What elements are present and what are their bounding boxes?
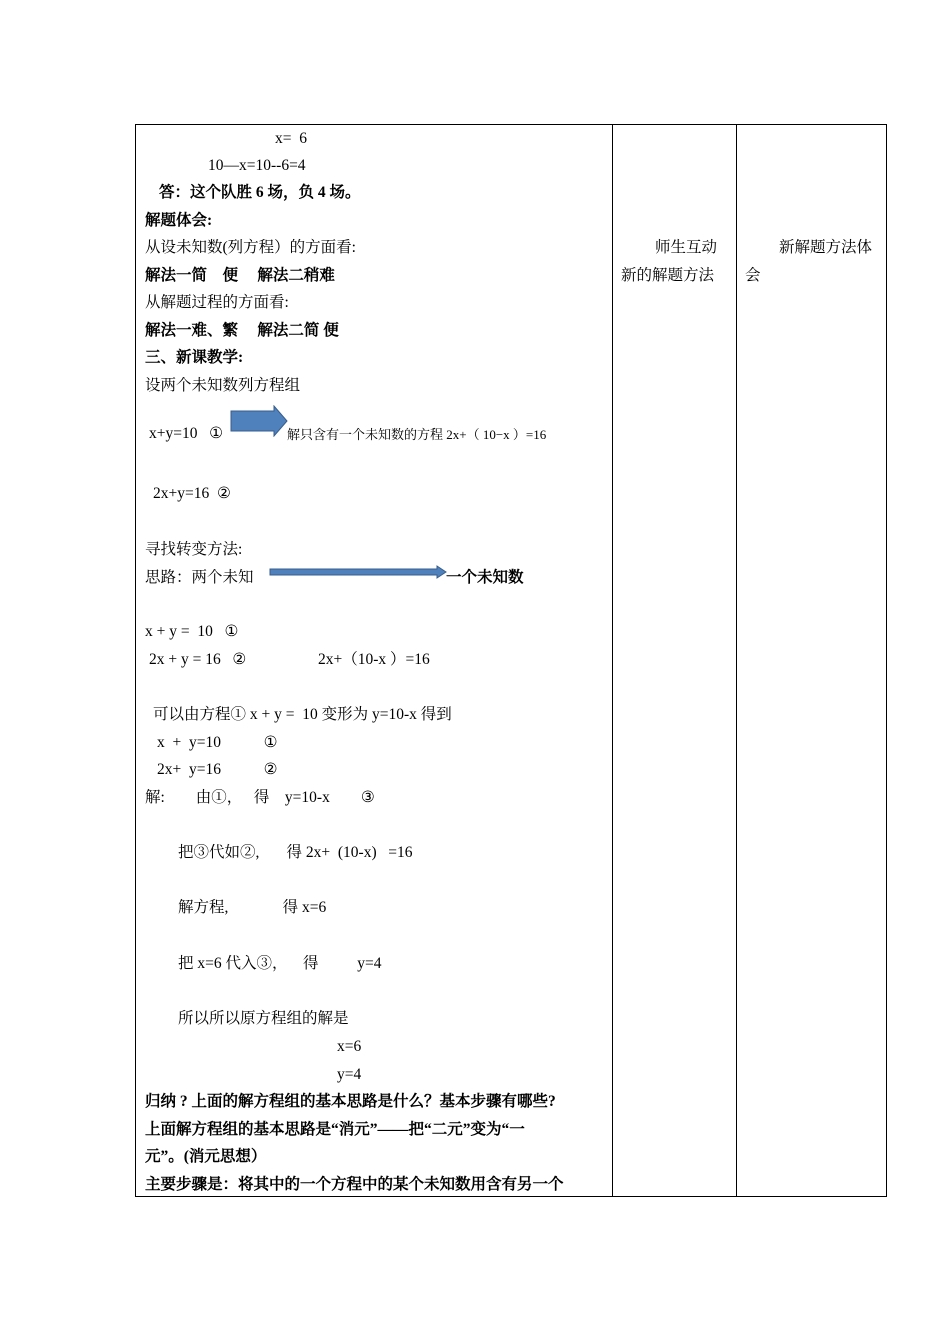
- solution-step-2: 把③代如②, 得 2x+ (10-x) =16: [178, 844, 413, 861]
- line-answer: 答：这个队胜 6 场，负 4 场。: [159, 184, 361, 201]
- system-eq-2: 2x+ y=16 ②: [157, 761, 278, 778]
- line-x-equals-6: x= 6: [275, 130, 307, 147]
- col3-line1: 新解题方法体: [779, 239, 873, 256]
- col3-line2: 会: [745, 267, 761, 284]
- block-arrow-icon: [230, 405, 288, 437]
- equation-2: 2x+y=16 ②: [153, 485, 231, 502]
- summary-idea-1: 上面解方程组的基本思路是“消元”——把“二元”变为“一: [145, 1121, 525, 1138]
- equation-1-repeat: x + y = 10 ①: [145, 623, 239, 640]
- equation-2-repeat: 2x + y = 16 ②: [149, 651, 247, 668]
- line-from-unknowns: 从设未知数(列方程）的方面看:: [145, 239, 356, 256]
- solution-step-4: 把 x=6 代入③， 得 y=4: [178, 955, 382, 972]
- column-divider-2: [736, 125, 737, 1196]
- heading-solution-reflection: 解题体会:: [145, 212, 213, 229]
- line-set-two-unknowns: 设两个未知数列方程组: [145, 377, 301, 394]
- summary-idea-2: 元”。(消元思想）: [145, 1148, 267, 1165]
- solution-step-3: 解方程, 得 x=6: [178, 899, 327, 916]
- line-method-compare-2: 解法一难、繁 解法二简 便: [145, 322, 339, 339]
- solution-y: y=4: [337, 1066, 362, 1083]
- line-find-method: 寻找转变方法:: [145, 541, 243, 558]
- line-transform: 可以由方程① x + y = 10 变形为 y=10-x 得到: [153, 706, 452, 723]
- column-divider-1: [612, 125, 613, 1196]
- long-arrow-icon: [269, 565, 447, 579]
- col2-line2: 新的解题方法: [621, 267, 715, 284]
- line-method-compare-1: 解法一简 便 解法二稍难: [145, 267, 335, 284]
- heading-new-lesson: 三、新课教学:: [145, 349, 244, 366]
- system-eq-1: x + y=10 ①: [157, 734, 278, 751]
- solution-x: x=6: [337, 1038, 362, 1055]
- summary-steps: 主要步骤是：将其中的一个方程中的某个未知数用含有另一个: [145, 1176, 564, 1193]
- lesson-table: [135, 124, 887, 1197]
- line-from-process: 从解题过程的方面看:: [145, 294, 289, 311]
- equation-1: x+y=10 ①: [149, 425, 224, 442]
- teaching-content-column: [136, 125, 612, 1196]
- col2-line1: 师生互动: [655, 239, 718, 256]
- solution-conclusion: 所以所以原方程组的解是: [178, 1010, 349, 1027]
- substituted-equation: 2x+（10-x ）=16: [318, 651, 430, 668]
- line-loss-calc: 10—x=10--6=4: [208, 157, 306, 174]
- line-idea-two-unknowns: 思路：两个未知: [145, 569, 254, 586]
- summary-question: 归纳 ? 上面的解方程组的基本思路是什么？基本步骤有哪些?: [145, 1093, 556, 1110]
- line-one-unknown: 一个未知数: [446, 569, 524, 586]
- solution-step-1: 解: 由①， 得 y=10-x ③: [145, 789, 375, 806]
- line-single-unknown-eq: 解只含有一个未知数的方程 2x+（ 10−x ）=16: [287, 427, 547, 442]
